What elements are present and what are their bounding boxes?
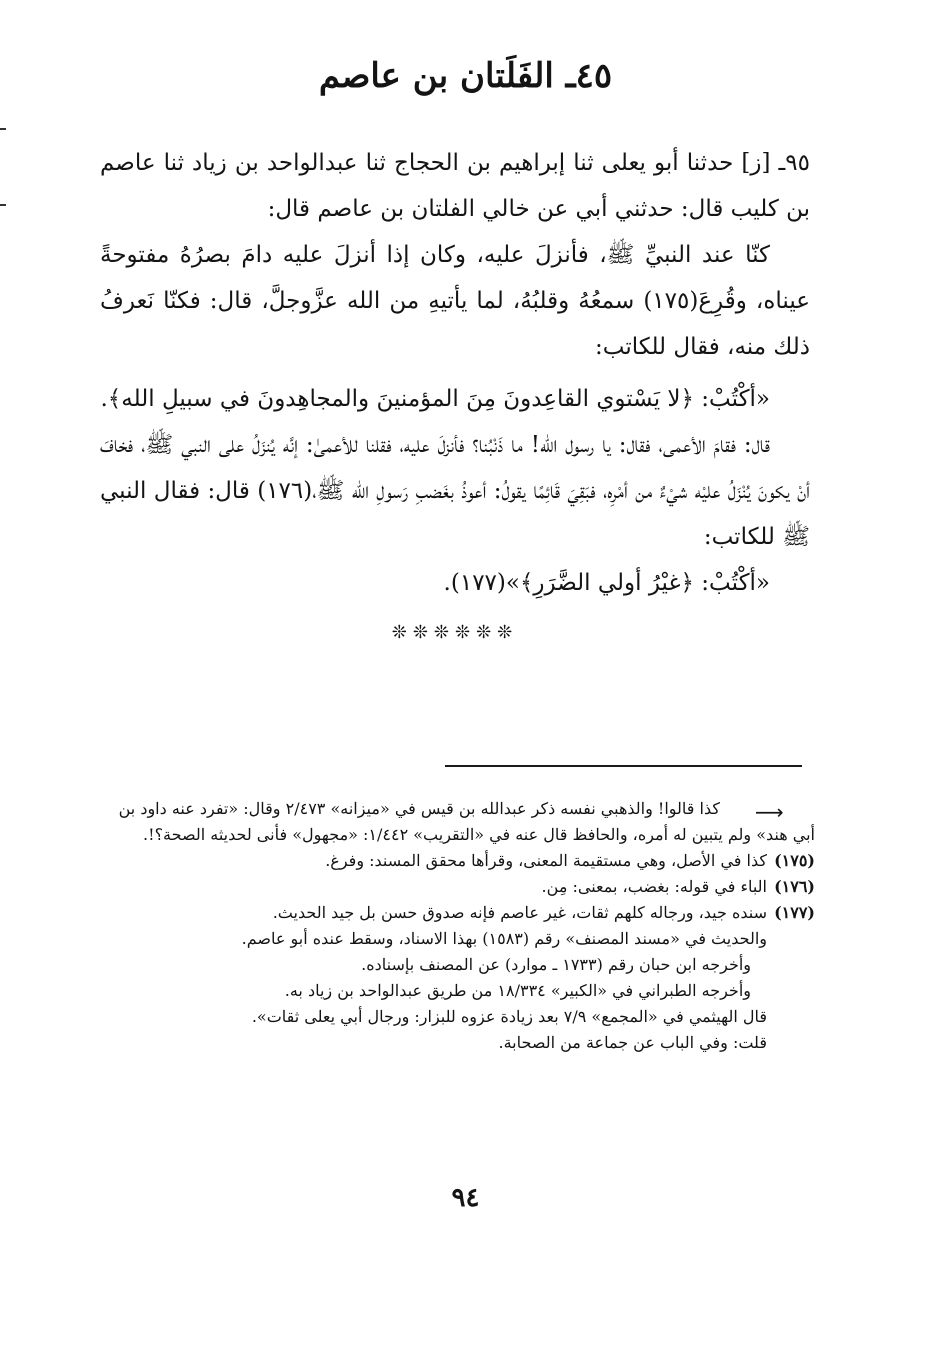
footnote-text: كذا في الأصل، وهي مستقيمة المعنى، وقرأها محقق المسند: وفرغ. [325, 851, 767, 870]
hadith-dictation-second: «أكْتُبْ: ﴿غيْرُ أولي الضَّرَرِ﴾»(١٧٧). [443, 570, 770, 596]
scan-edge-mark [0, 204, 6, 206]
scan-edge-mark [0, 128, 6, 130]
hadith-dictation-first: «أكْتُبْ: ﴿لا يَسْتوي القاعِدونَ مِنَ المؤمنينَ والمجاهِدونَ في سبيلِ الله﴾. [100, 386, 770, 412]
section-end-stars: ❊❊❊❊❊❊ [391, 622, 519, 643]
hadith-isnad: ٩٥ـ [ز] حدثنا أبو يعلى ثنا إبراهيم بن الحجاج ثنا عبدالواحد بن زياد ثنا عاصم بن كليب قال: حدثني أبي عن خالي الفلتان بن عاصم قال: [100, 150, 810, 222]
footnote-177-line: قال الهيثمي في «المجمع» ٧/٩ بعد زيادة عزوه للبزار: ورجال أبي يعلى ثقات». [251, 1007, 767, 1026]
footnote-177-line: والحديث في «مسند المصنف» رقم (١٥٨٣) بهذا الاسناد، وسقط عنده أبو عاصم. [241, 929, 767, 948]
footnote-number: (١٧٥) [774, 851, 815, 870]
footnote-177 [110, 900, 815, 926]
footnote-176 [110, 874, 815, 900]
footnote-number: (١٧٦) [774, 877, 815, 896]
footnote-continued [110, 796, 815, 848]
footnotes [110, 796, 815, 1056]
hadith-continuation: قال: فقامَ الأعمى، فقال: يا رسول الله! ما ذَنْبُنا؟ فأنزلَ عليه، فقلنا للأعمىٰ: إنَّه يُنزَلُ على النبي ﷺ، فخافَ أنْ يكونَ يُنْزَلُ عليْه شيْءٌ من أمْرِه، فبَقِيَ قَائِمًا يقولُ: أعوذُ بغَضبِ رَسولِ الله ﷺ،(١٧٦) قال: فقال النبي ﷺ للكاتب: [100, 432, 810, 550]
continuation-arrow-icon: ⟶ [755, 800, 784, 824]
footnote-text: سنده جيد، ورجاله كلهم ثقات، غير عاصم فإنه صدوق حسن بل جيد الحديث. [272, 903, 767, 922]
footnote-continued-text: كذا قالوا! والذهبي نفسه ذكر عبدالله بن قيس في «ميزانه» ٢/٤٧٣ وقال: «تفرد عنه داود بن أبي هند» ولم يتبين له أمره، والحافظ قال عنه في «التقريب» ١/٤٤٢: «مجهول» فأنى لحديثه الصحة؟!. [118, 799, 815, 844]
hadith-narration: كنّا عند النبيِّ ﷺ، فأنزلَ عليه، وكان إذا أنزلَ عليه دامَ بصرُهُ مفتوحةً عيناه، وقُرِعَ(١٧٥) سمعُهُ وقلبُهُ، لما يأتيهِ من الله عزَّوجلَّ، قال: فكنّا نَعرفُ ذلك منه، فقال للكاتب: [100, 242, 810, 360]
footnote-177-line: قلت: وفي الباب عن جماعة من الصحابة. [498, 1033, 767, 1052]
page-number: ٩٤ [451, 1183, 480, 1213]
chapter-title: ٤٥ـ الفَلَتان بن عاصم [318, 56, 613, 96]
footnote-175 [110, 848, 815, 874]
footnote-177-line: وأخرجه الطبراني في «الكبير» ١٨/٣٣٤ من طريق عبدالواحد بن زياد به. [284, 981, 751, 1000]
footnote-text: الباء في قوله: بغضب، بمعنى: مِن. [541, 877, 767, 896]
hadith-text [100, 140, 810, 656]
footnote-177-line: وأخرجه ابن حبان رقم (١٧٣٣ ـ موارد) عن المصنف بإسناده. [361, 955, 751, 974]
footnote-number: (١٧٧) [774, 903, 815, 922]
footnote-separator [445, 765, 802, 767]
